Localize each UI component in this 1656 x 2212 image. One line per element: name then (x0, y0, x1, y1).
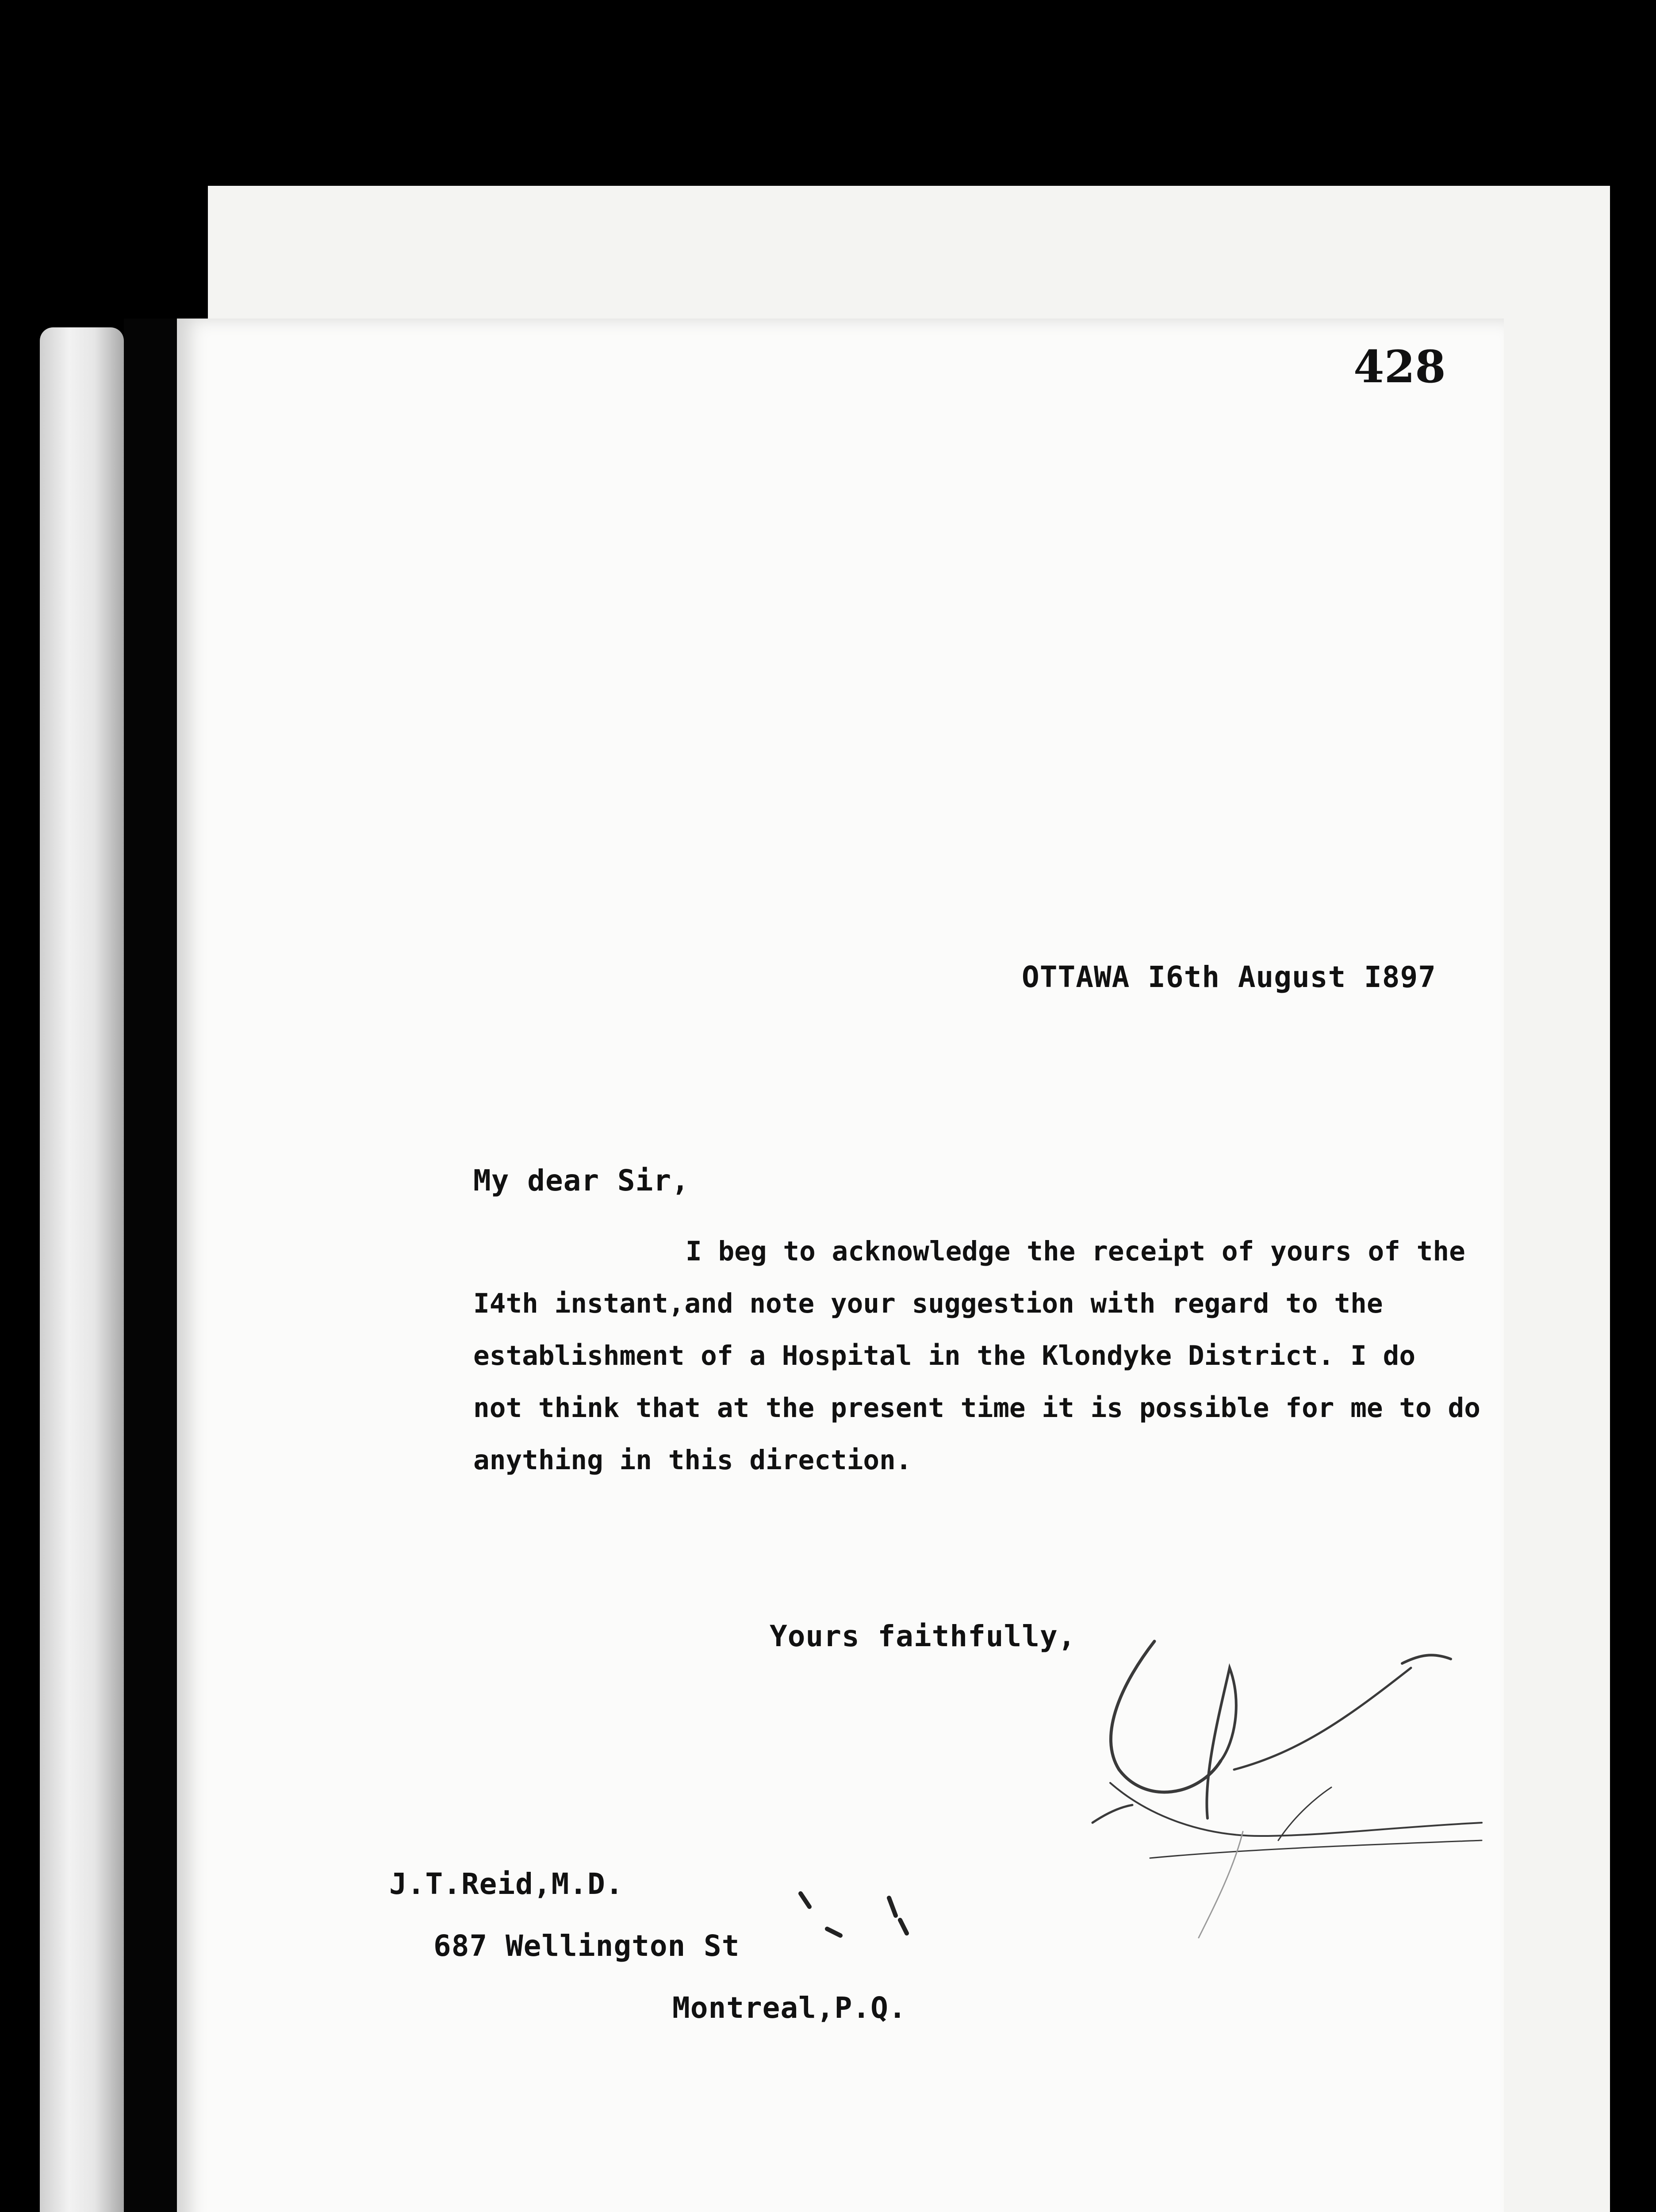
handwritten-signature (1013, 1628, 1504, 1982)
body-line: I4th instant,and note your suggestion with regard to the (473, 1288, 1383, 1319)
page-number: 428 (1353, 341, 1446, 393)
binding-strip (40, 327, 124, 2212)
addressee-street: 687 Wellington St (433, 1929, 740, 1963)
ink-marks (792, 1885, 933, 1955)
body-line: anything in this direction. (473, 1444, 912, 1476)
closing: Yours faithfully, (770, 1619, 1076, 1653)
salutation: My dear Sir, (473, 1164, 690, 1198)
letter-body (473, 1225, 1480, 1486)
addressee-name: J.T.Reid,M.D. (389, 1867, 624, 1901)
body-line: establishment of a Hospital in the Klondyke District. I do (473, 1340, 1416, 1371)
dateline: OTTAWA I6th August I897 (1022, 960, 1436, 994)
addressee-city: Montreal,P.Q. (672, 1991, 907, 2025)
body-line: not think that at the present time it is possible for me to do (473, 1392, 1480, 1424)
body-line: I beg to acknowledge the receipt of yours of the (686, 1236, 1465, 1267)
